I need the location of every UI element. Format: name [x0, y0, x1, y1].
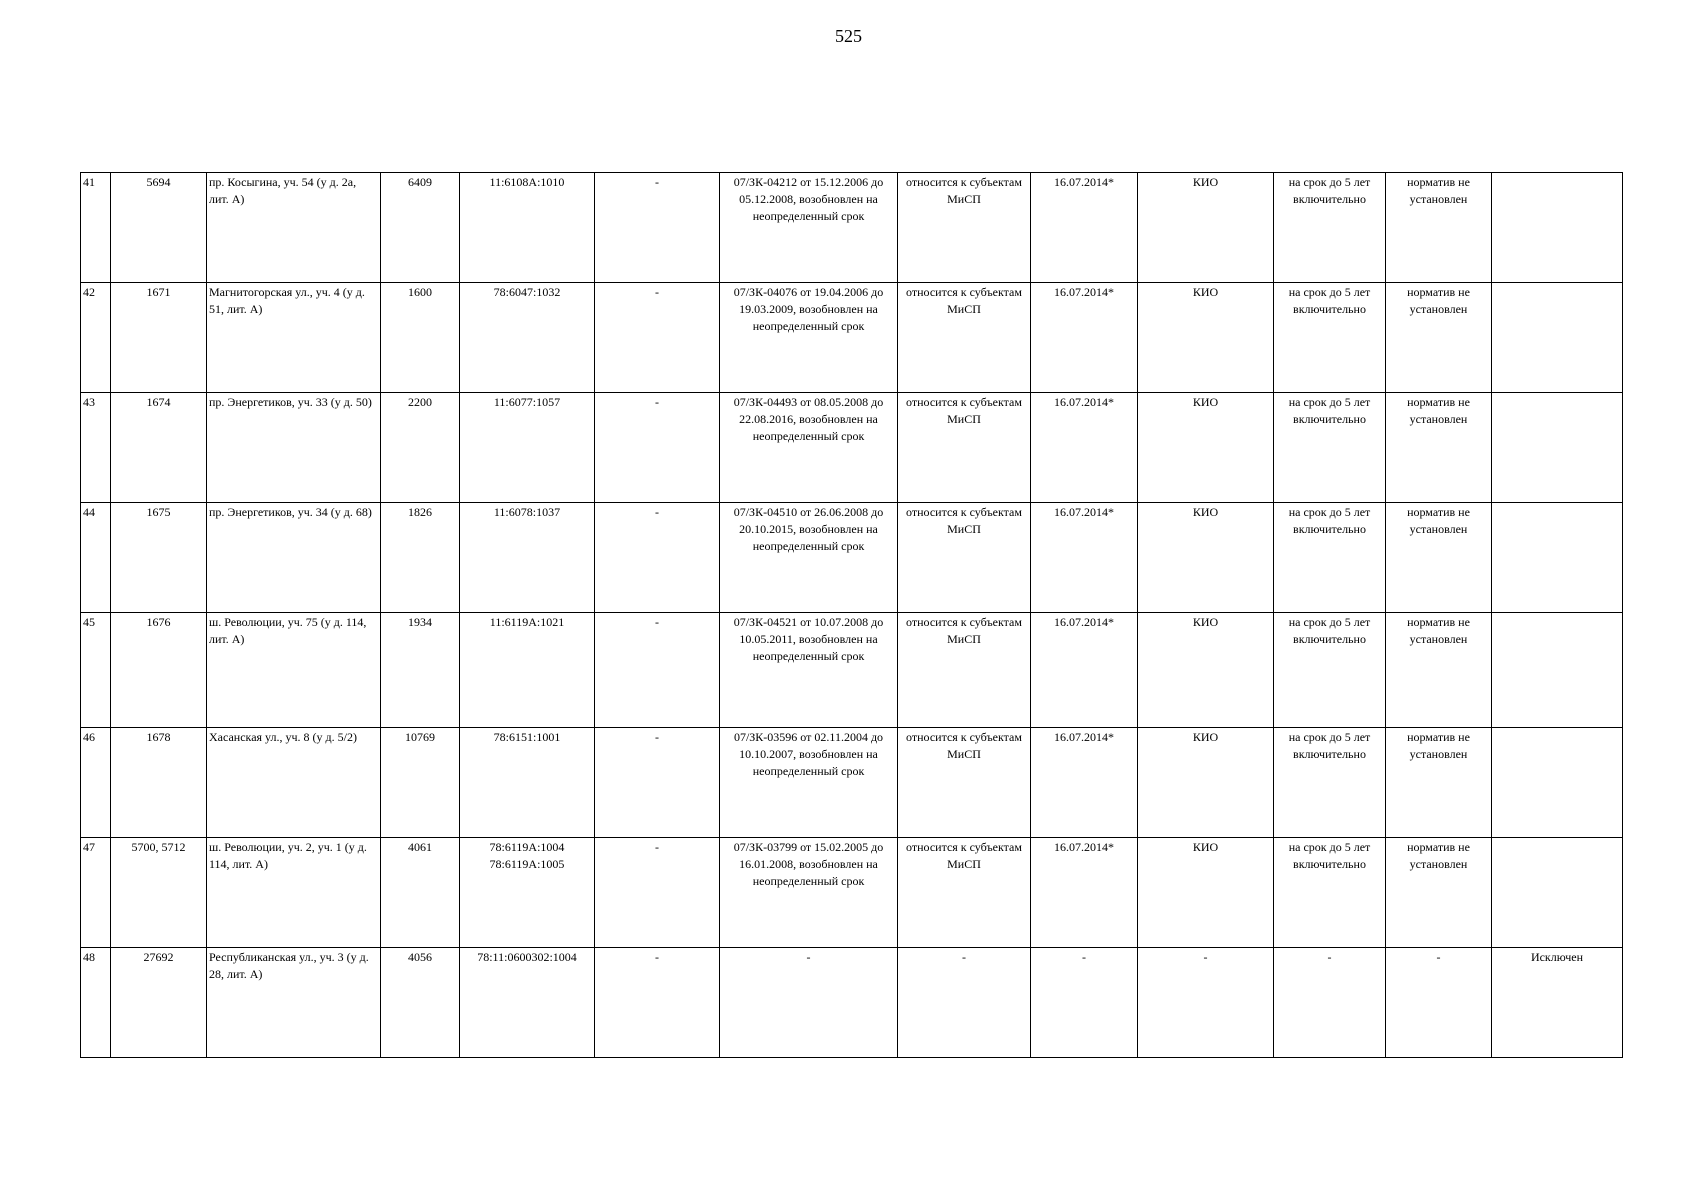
table-row	[81, 728, 1623, 838]
address: Хасанская ул., уч. 8 (у д. 5/2)	[207, 728, 381, 838]
date: -	[1031, 948, 1138, 1058]
cadastral-number: 11:6077:1057	[460, 393, 595, 503]
table-row	[81, 948, 1623, 1058]
object-id: 1678	[111, 728, 207, 838]
organization: -	[1138, 948, 1274, 1058]
note	[1492, 613, 1623, 728]
date: 16.07.2014*	[1031, 393, 1138, 503]
agreement: 07/ЗК-04510 от 26.06.2008 до 20.10.2015, возобновлен на неопределенный срок	[720, 503, 898, 613]
term: на срок до 5 лет включительно	[1274, 503, 1386, 613]
subject-status: относится к субъектам МиСП	[898, 283, 1031, 393]
subject-status: относится к субъектам МиСП	[898, 728, 1031, 838]
cadastral-number: 78:6119А:1004 78:6119А:1005	[460, 838, 595, 948]
row-number: 45	[81, 613, 111, 728]
column-6: -	[595, 838, 720, 948]
agreement: -	[720, 948, 898, 1058]
cadastral-number: 11:6119А:1021	[460, 613, 595, 728]
norm: норматив не установлен	[1386, 173, 1492, 283]
agreement: 07/ЗК-04493 от 08.05.2008 до 22.08.2016, возобновлен на неопределенный срок	[720, 393, 898, 503]
term: на срок до 5 лет включительно	[1274, 613, 1386, 728]
organization: КИО	[1138, 728, 1274, 838]
area: 10769	[381, 728, 460, 838]
address: пр. Энергетиков, уч. 33 (у д. 50)	[207, 393, 381, 503]
area: 4061	[381, 838, 460, 948]
date: 16.07.2014*	[1031, 838, 1138, 948]
organization: КИО	[1138, 503, 1274, 613]
term: на срок до 5 лет включительно	[1274, 173, 1386, 283]
date: 16.07.2014*	[1031, 728, 1138, 838]
subject-status: относится к субъектам МиСП	[898, 393, 1031, 503]
area: 2200	[381, 393, 460, 503]
date: 16.07.2014*	[1031, 613, 1138, 728]
cadastral-number: 78:6151:1001	[460, 728, 595, 838]
row-number: 44	[81, 503, 111, 613]
table-row	[81, 173, 1623, 283]
note	[1492, 503, 1623, 613]
address: Республиканская ул., уч. 3 (у д. 28, лит. А)	[207, 948, 381, 1058]
object-id: 1675	[111, 503, 207, 613]
note	[1492, 838, 1623, 948]
object-id: 5694	[111, 173, 207, 283]
object-id: 1674	[111, 393, 207, 503]
registry-table	[80, 172, 1623, 1058]
subject-status: относится к субъектам МиСП	[898, 503, 1031, 613]
subject-status: относится к субъектам МиСП	[898, 173, 1031, 283]
row-number: 46	[81, 728, 111, 838]
note	[1492, 393, 1623, 503]
object-id: 27692	[111, 948, 207, 1058]
organization: КИО	[1138, 613, 1274, 728]
column-6: -	[595, 948, 720, 1058]
norm: -	[1386, 948, 1492, 1058]
row-number: 42	[81, 283, 111, 393]
norm: норматив не установлен	[1386, 838, 1492, 948]
norm: норматив не установлен	[1386, 728, 1492, 838]
area: 1826	[381, 503, 460, 613]
date: 16.07.2014*	[1031, 173, 1138, 283]
norm: норматив не установлен	[1386, 613, 1492, 728]
table-row	[81, 613, 1623, 728]
row-number: 43	[81, 393, 111, 503]
agreement: 07/ЗК-04521 от 10.07.2008 до 10.05.2011, возобновлен на неопределенный срок	[720, 613, 898, 728]
norm: норматив не установлен	[1386, 503, 1492, 613]
agreement: 07/ЗК-04076 от 19.04.2006 до 19.03.2009, возобновлен на неопределенный срок	[720, 283, 898, 393]
organization: КИО	[1138, 838, 1274, 948]
agreement: 07/ЗК-03799 от 15.02.2005 до 16.01.2008, возобновлен на неопределенный срок	[720, 838, 898, 948]
term: -	[1274, 948, 1386, 1058]
column-6: -	[595, 393, 720, 503]
cadastral-number: 11:6078:1037	[460, 503, 595, 613]
agreement: 07/ЗК-04212 от 15.12.2006 до 05.12.2008, возобновлен на неопределенный срок	[720, 173, 898, 283]
cadastral-number: 11:6108А:1010	[460, 173, 595, 283]
note	[1492, 728, 1623, 838]
address: ш. Революции, уч. 75 (у д. 114, лит. А)	[207, 613, 381, 728]
address: пр. Косыгина, уч. 54 (у д. 2а, лит. А)	[207, 173, 381, 283]
norm: норматив не установлен	[1386, 283, 1492, 393]
date: 16.07.2014*	[1031, 283, 1138, 393]
column-6: -	[595, 283, 720, 393]
subject-status: относится к субъектам МиСП	[898, 838, 1031, 948]
organization: КИО	[1138, 393, 1274, 503]
agreement: 07/ЗК-03596 от 02.11.2004 до 10.10.2007, возобновлен на неопределенный срок	[720, 728, 898, 838]
table-row	[81, 283, 1623, 393]
row-number: 47	[81, 838, 111, 948]
column-6: -	[595, 173, 720, 283]
table-row	[81, 503, 1623, 613]
organization: КИО	[1138, 283, 1274, 393]
subject-status: -	[898, 948, 1031, 1058]
row-number: 41	[81, 173, 111, 283]
norm: норматив не установлен	[1386, 393, 1492, 503]
table-row	[81, 838, 1623, 948]
column-6: -	[595, 613, 720, 728]
note: Исключен	[1492, 948, 1623, 1058]
organization: КИО	[1138, 173, 1274, 283]
object-id: 5700, 5712	[111, 838, 207, 948]
table-row	[81, 393, 1623, 503]
subject-status: относится к субъектам МиСП	[898, 613, 1031, 728]
address: пр. Энергетиков, уч. 34 (у д. 68)	[207, 503, 381, 613]
term: на срок до 5 лет включительно	[1274, 728, 1386, 838]
object-id: 1671	[111, 283, 207, 393]
term: на срок до 5 лет включительно	[1274, 393, 1386, 503]
area: 1600	[381, 283, 460, 393]
area: 4056	[381, 948, 460, 1058]
area: 1934	[381, 613, 460, 728]
address: ш. Революции, уч. 2, уч. 1 (у д. 114, лит. А)	[207, 838, 381, 948]
date: 16.07.2014*	[1031, 503, 1138, 613]
column-6: -	[595, 503, 720, 613]
note	[1492, 173, 1623, 283]
cadastral-number: 78:6047:1032	[460, 283, 595, 393]
term: на срок до 5 лет включительно	[1274, 283, 1386, 393]
area: 6409	[381, 173, 460, 283]
row-number: 48	[81, 948, 111, 1058]
page-number: 525	[835, 26, 862, 46]
object-id: 1676	[111, 613, 207, 728]
column-6: -	[595, 728, 720, 838]
address: Магнитогорская ул., уч. 4 (у д. 51, лит. А)	[207, 283, 381, 393]
term: на срок до 5 лет включительно	[1274, 838, 1386, 948]
cadastral-number: 78:11:0600302:1004	[460, 948, 595, 1058]
note	[1492, 283, 1623, 393]
